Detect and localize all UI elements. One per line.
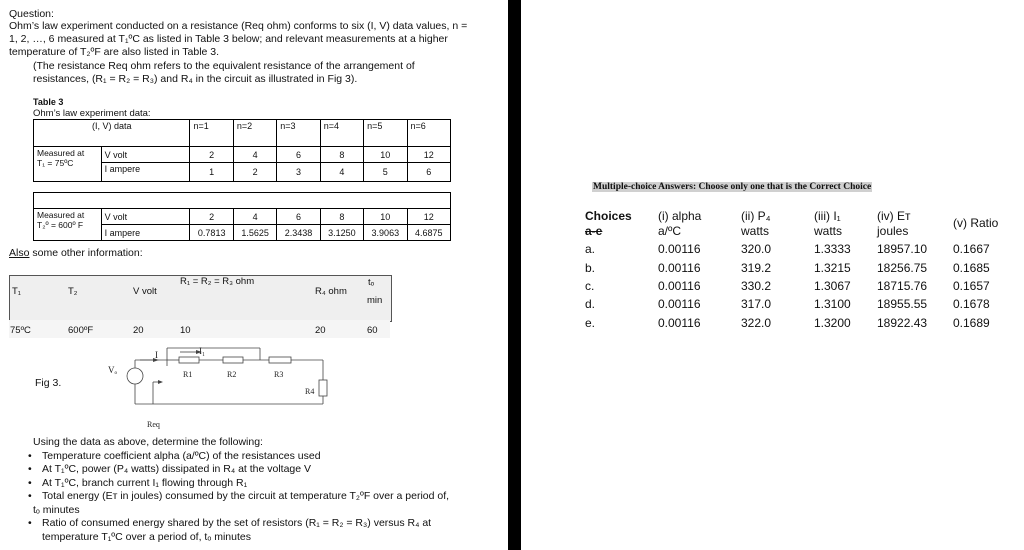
instructions-intro: Using the data as above, determine the following: (33, 436, 263, 448)
list-item-text: Ratio of consumed energy shared by the set of resistors (R₁ = R₂ = R₃) versus R₄ at (42, 517, 432, 529)
table-cell: 2 (233, 163, 276, 182)
label-r3: R3 (274, 370, 284, 379)
table-3 (33, 119, 451, 241)
mc-cell: 0.00116 (658, 316, 701, 330)
table-cell: 2 (190, 147, 233, 163)
table-cell: 3.1250 (320, 225, 363, 241)
table-cell: 2.3438 (277, 225, 320, 241)
mc-cell: 0.1667 (953, 242, 990, 256)
mc-cell: 319.2 (741, 261, 772, 275)
table-cell: 1 (190, 163, 233, 182)
mc-choices-header (585, 209, 632, 239)
list-item-continuation: tₒ minutes (33, 503, 80, 516)
mc-choice-c[interactable]: c. (585, 279, 595, 293)
header-n5: n=5 (364, 120, 407, 147)
resistor-r3-icon (269, 357, 291, 363)
mc-cell: 0.1685 (953, 261, 990, 275)
fig-label: Fig 3. (35, 377, 62, 389)
table-cell: 6 (407, 163, 450, 182)
question-line-5: resistances, (R₁ = R₂ = R₃) and R₄ in the circuit as illustrated in Fig 3). (33, 73, 358, 85)
mc-choices-header-1: Choices (585, 209, 632, 223)
table-subtitle: Ohm’s law experiment data: (33, 108, 151, 119)
mc-cell: 18256.75 (877, 261, 928, 275)
mc-alpha-header-1: (i) alpha (658, 209, 702, 223)
info-t1-header: T₁ (12, 286, 22, 297)
table-cell: 12 (407, 147, 450, 163)
label-r1: R1 (183, 370, 193, 379)
mc-cell: 18957.10 (877, 242, 928, 256)
block1-label (34, 147, 102, 182)
table-cell: 6 (277, 147, 320, 163)
mc-p4-header-1: (ii) P₄ (741, 209, 771, 223)
mc-i1-header-2: watts (814, 224, 843, 238)
block2-label-1: Measured at (37, 210, 85, 220)
block1-v-label: V volt (101, 147, 190, 163)
mc-ratio-header: (v) Ratio (953, 216, 999, 230)
question-label: Question: (9, 8, 54, 20)
info-t1-value: 75ºC (10, 325, 31, 336)
header-n3: n=3 (277, 120, 320, 147)
block2-i-label: I ampere (101, 225, 190, 241)
table-cell: 4 (320, 163, 363, 182)
list-item: • At T₁ºC, branch current I₁ flowing through R₁ (26, 477, 486, 491)
info-v-value: 20 (133, 325, 144, 336)
mc-et-header-1: (iv) Eᴛ (877, 209, 911, 223)
table-cell: 2 (190, 209, 233, 225)
mc-cell: 0.00116 (658, 297, 701, 311)
label-i1: I₁ (199, 346, 206, 356)
mc-cell: 18715.76 (877, 279, 928, 293)
table-gap-row (34, 193, 451, 209)
table-cell: 3.9063 (364, 225, 407, 241)
info-to-header: tₒ (368, 277, 375, 288)
question-line-4: (The resistance Req ohm refers to the equivalent resistance of the arrangement of (33, 60, 415, 72)
mc-cell: 0.1657 (953, 279, 990, 293)
mc-cell: 1.3200 (814, 316, 851, 330)
label-i: I (155, 350, 158, 360)
spacer-cell (34, 182, 451, 193)
info-r4-value: 20 (315, 325, 326, 336)
mc-cell: 0.00116 (658, 261, 701, 275)
info-r4-header: R₄ ohm (315, 286, 347, 297)
mc-heading: Multiple-choice Answers: Choose only one that is the Correct Choice (593, 182, 872, 192)
mc-cell: 1.3333 (814, 242, 851, 256)
table-cell: 4 (233, 147, 276, 163)
table-cell: 10 (364, 209, 407, 225)
question-line-3: temperature of T₂ºF are also listed in Table 3. (9, 46, 220, 58)
label-req: Req (147, 420, 160, 429)
block2-label-2: T₂º = 600º F (37, 220, 84, 230)
question-line-2: 1, 2, …, 6 measured at T₁ºC as listed in Table 3 below; and relevant measurements at a higher (9, 33, 448, 45)
mc-cell: 18955.55 (877, 297, 928, 311)
list-item: • At T₁ºC, power (P₄ watts) dissipated in R₄ at the voltage V (26, 463, 486, 477)
page-divider (508, 0, 521, 550)
mc-cell: 0.00116 (658, 279, 701, 293)
block2-label (34, 209, 102, 241)
instructions (26, 436, 486, 544)
info-min-header: min (367, 295, 383, 306)
list-item-continuation: temperature T₁ºC over a period of, tₒ minutes (42, 530, 251, 543)
table-row (34, 147, 451, 163)
table-cell: 3 (277, 163, 320, 182)
resistor-r2-icon (223, 357, 243, 363)
mc-choices-header-2: a-e (585, 224, 603, 238)
mc-p4-header (741, 209, 771, 239)
table-cell: 8 (320, 147, 363, 163)
table-cell: 5 (364, 163, 407, 182)
mc-cell: 322.0 (741, 316, 772, 330)
mc-choice-a[interactable]: a. (585, 242, 596, 256)
header-n2: n=2 (233, 120, 276, 147)
table-title: Table 3 (33, 97, 64, 107)
voltage-source-icon (127, 368, 143, 384)
label-r4: R4 (305, 387, 315, 396)
circuit-diagram (95, 340, 350, 432)
gap-cell (34, 193, 451, 209)
mc-et-header-2: joules (877, 224, 909, 238)
mc-et-header (877, 209, 911, 239)
mc-p4-header-2: watts (741, 224, 770, 238)
info-t2-header: T₂ (68, 286, 78, 297)
block1-i-label: I ampere (101, 163, 190, 182)
header-n4: n=4 (320, 120, 363, 147)
table-row (34, 209, 451, 225)
table-cell: 12 (407, 209, 450, 225)
mc-cell: 1.3067 (814, 279, 851, 293)
info-v-header: V volt (133, 286, 157, 297)
mc-i1-header-1: (iii) I₁ (814, 209, 841, 223)
mc-cell: 0.1689 (953, 316, 990, 330)
info-r-header: R₁ = R₂ = R₃ ohm (180, 276, 255, 287)
mc-alpha-header (658, 209, 701, 239)
table-cell: 4.6875 (407, 225, 450, 241)
mc-cell: 0.1678 (953, 297, 990, 311)
table-cell: 10 (364, 147, 407, 163)
table-cell: 0.7813 (190, 225, 233, 241)
mc-cell: 317.0 (741, 297, 772, 311)
mc-choice-b[interactable]: b. (585, 261, 596, 275)
mc-cell: 0.00116 (658, 242, 701, 256)
mc-cell: 1.3100 (814, 297, 851, 311)
table-header-row (34, 120, 451, 147)
also-underlined: Also (9, 247, 30, 259)
list-item (26, 517, 486, 531)
resistor-r1-icon (179, 357, 199, 363)
block1-label-2: T₁ = 75ºC (37, 158, 74, 168)
list-item-text: Total energy (Eᴛ in joules) consumed by the circuit at temperature T₂ºF over a period of, (42, 490, 450, 502)
mc-cell: 18922.43 (877, 316, 928, 330)
info-values-band (9, 320, 390, 338)
question-line-1: Ohm’s law experiment conducted on a resistance (Req ohm) conforms to six (I, V) data values, n = (9, 20, 468, 32)
list-item: • Temperature coefficient alpha (a/ºC) of the resistances used (26, 450, 486, 464)
also-info-line (9, 247, 143, 260)
info-r-value: 10 (180, 325, 191, 336)
mc-cell: 320.0 (741, 242, 772, 256)
block2-v-label: V volt (101, 209, 190, 225)
header-n6: n=6 (407, 120, 450, 147)
table-spacer-row (34, 182, 451, 193)
header-iv-data: (I, V) data (34, 120, 190, 147)
info-to-value: 60 (367, 325, 378, 336)
mc-alpha-header-2: a/ºC (658, 224, 682, 238)
label-vo: Vₒ (108, 365, 118, 375)
resistor-r4-icon (319, 380, 327, 396)
label-r2: R2 (227, 370, 237, 379)
also-rest: some other information: (29, 247, 143, 259)
mc-cell: 330.2 (741, 279, 772, 293)
table-cell: 8 (320, 209, 363, 225)
arrow-req-icon (158, 380, 163, 384)
block1-label-1: Measured at (37, 148, 85, 158)
list-item (26, 490, 486, 504)
mc-choice-d[interactable]: d. (585, 297, 596, 311)
info-t2-value: 600ºF (68, 325, 94, 336)
mc-cell: 1.3215 (814, 261, 851, 275)
mc-choice-e[interactable]: e. (585, 316, 596, 330)
table-cell: 1.5625 (233, 225, 276, 241)
mc-i1-header (814, 209, 842, 239)
table-cell: 6 (277, 209, 320, 225)
table-cell: 4 (233, 209, 276, 225)
header-n1: n=1 (190, 120, 233, 147)
